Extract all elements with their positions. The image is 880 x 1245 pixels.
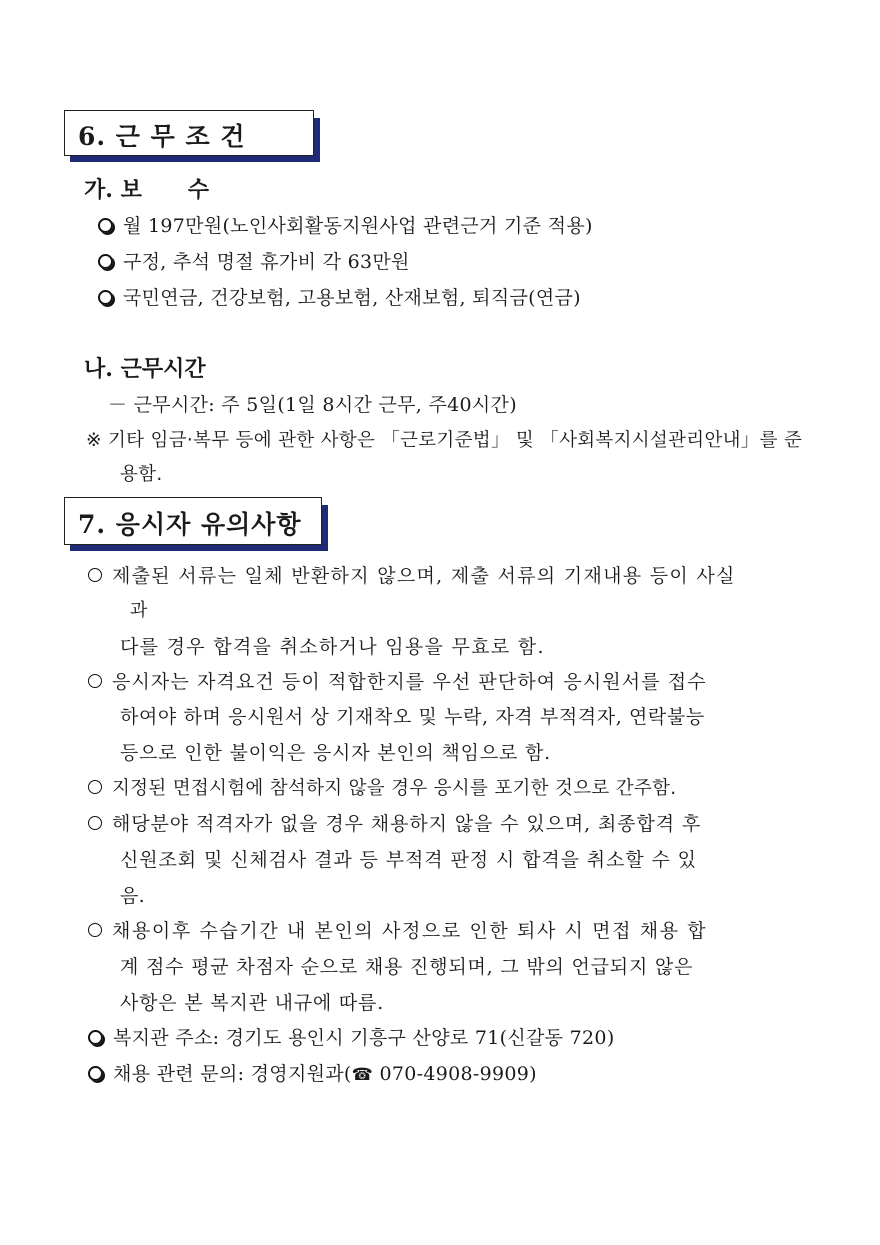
- notice-item-5-line-2: 계 점수 평균 차점자 순으로 채용 진행되며, 그 밖의 언급되지 않은: [120, 956, 694, 978]
- bullet-circle-icon: [98, 218, 113, 233]
- notice-item-1-line-1: 제출된 서류는 일체 반환하지 않으며, 제출 서류의 기재내용 등이 사실: [88, 561, 736, 588]
- bullet-circle-icon: [88, 1030, 103, 1045]
- bullet-circle-icon: [98, 290, 113, 305]
- hours-note-line-1: ※ 기타 임금·복무 등에 관한 사항은 「근로기준법」 및 「사회복지시설관리안내」를 준: [86, 430, 803, 451]
- bullet-circle-icon: [88, 1066, 103, 1081]
- notice-item-1-line-3: 다를 경우 합격을 취소하거나 임용을 무효로 함.: [120, 636, 545, 658]
- hours-detail: － 근무시간: 주 5일(1일 8시간 근무, 주40시간): [108, 394, 517, 416]
- pay-item-3: 국민연금, 건강보험, 고용보험, 산재보험, 퇴직금(연금): [98, 283, 581, 310]
- notice-item-4-line-1: 해당분야 적격자가 없을 경우 채용하지 않을 수 있으며, 최종합격 후: [88, 809, 701, 836]
- phone-icon: ☎: [351, 1065, 374, 1085]
- bullet-circle-icon: [98, 254, 113, 269]
- hours-note-line-2: 용함.: [120, 464, 163, 485]
- notice-item-3-line-1: 지정된 면접시험에 참석하지 않을 경우 응시를 포기한 것으로 간주함.: [88, 774, 676, 800]
- notice-item-5-line-3: 사항은 본 복지관 내규에 따름.: [120, 992, 385, 1014]
- bullet-circle-icon: [88, 816, 102, 830]
- notice-item-1-line-2: 과: [130, 600, 148, 621]
- bullet-circle-icon: [88, 923, 102, 937]
- notice-item-5-line-1: 채용이후 수습기간 내 본인의 사정으로 인한 퇴사 시 면접 채용 합: [88, 916, 707, 943]
- pay-item-1: 월 197만원(노인사회활동지원사업 관련근거 기준 적용): [98, 211, 593, 238]
- notice-item-4-line-3: 음.: [120, 885, 145, 907]
- section-7-title: 7. 응시자 유의사항: [78, 510, 302, 539]
- address-line: 복지관 주소: 경기도 용인시 기흥구 산양로 71(신갈동 720): [88, 1023, 615, 1050]
- pay-heading: 가. 보 수: [84, 177, 210, 203]
- notice-item-2-line-2: 하여야 하며 응시원서 상 기재착오 및 누락, 자격 부적격자, 연락불능: [120, 706, 705, 728]
- pay-item-2: 구정, 추석 명절 휴가비 각 63만원: [98, 247, 410, 274]
- bullet-circle-icon: [88, 674, 102, 688]
- hours-heading: 나. 근무시간: [84, 356, 206, 382]
- bullet-circle-icon: [88, 780, 102, 794]
- contact-line: 채용 관련 문의: 경영지원과(☎ 070-4908-9909): [88, 1059, 537, 1086]
- section-6-title: 6. 근 무 조 건: [78, 122, 246, 151]
- bullet-circle-icon: [88, 568, 102, 582]
- notice-item-2-line-3: 등으로 인한 불이익은 응시자 본인의 책임으로 함.: [120, 742, 551, 764]
- notice-item-4-line-2: 신원조회 및 신체검사 결과 등 부적격 판정 시 합격을 취소할 수 있: [120, 849, 697, 871]
- notice-item-2-line-1: 응시자는 자격요건 등이 적합한지를 우선 판단하여 응시원서를 접수: [88, 667, 707, 694]
